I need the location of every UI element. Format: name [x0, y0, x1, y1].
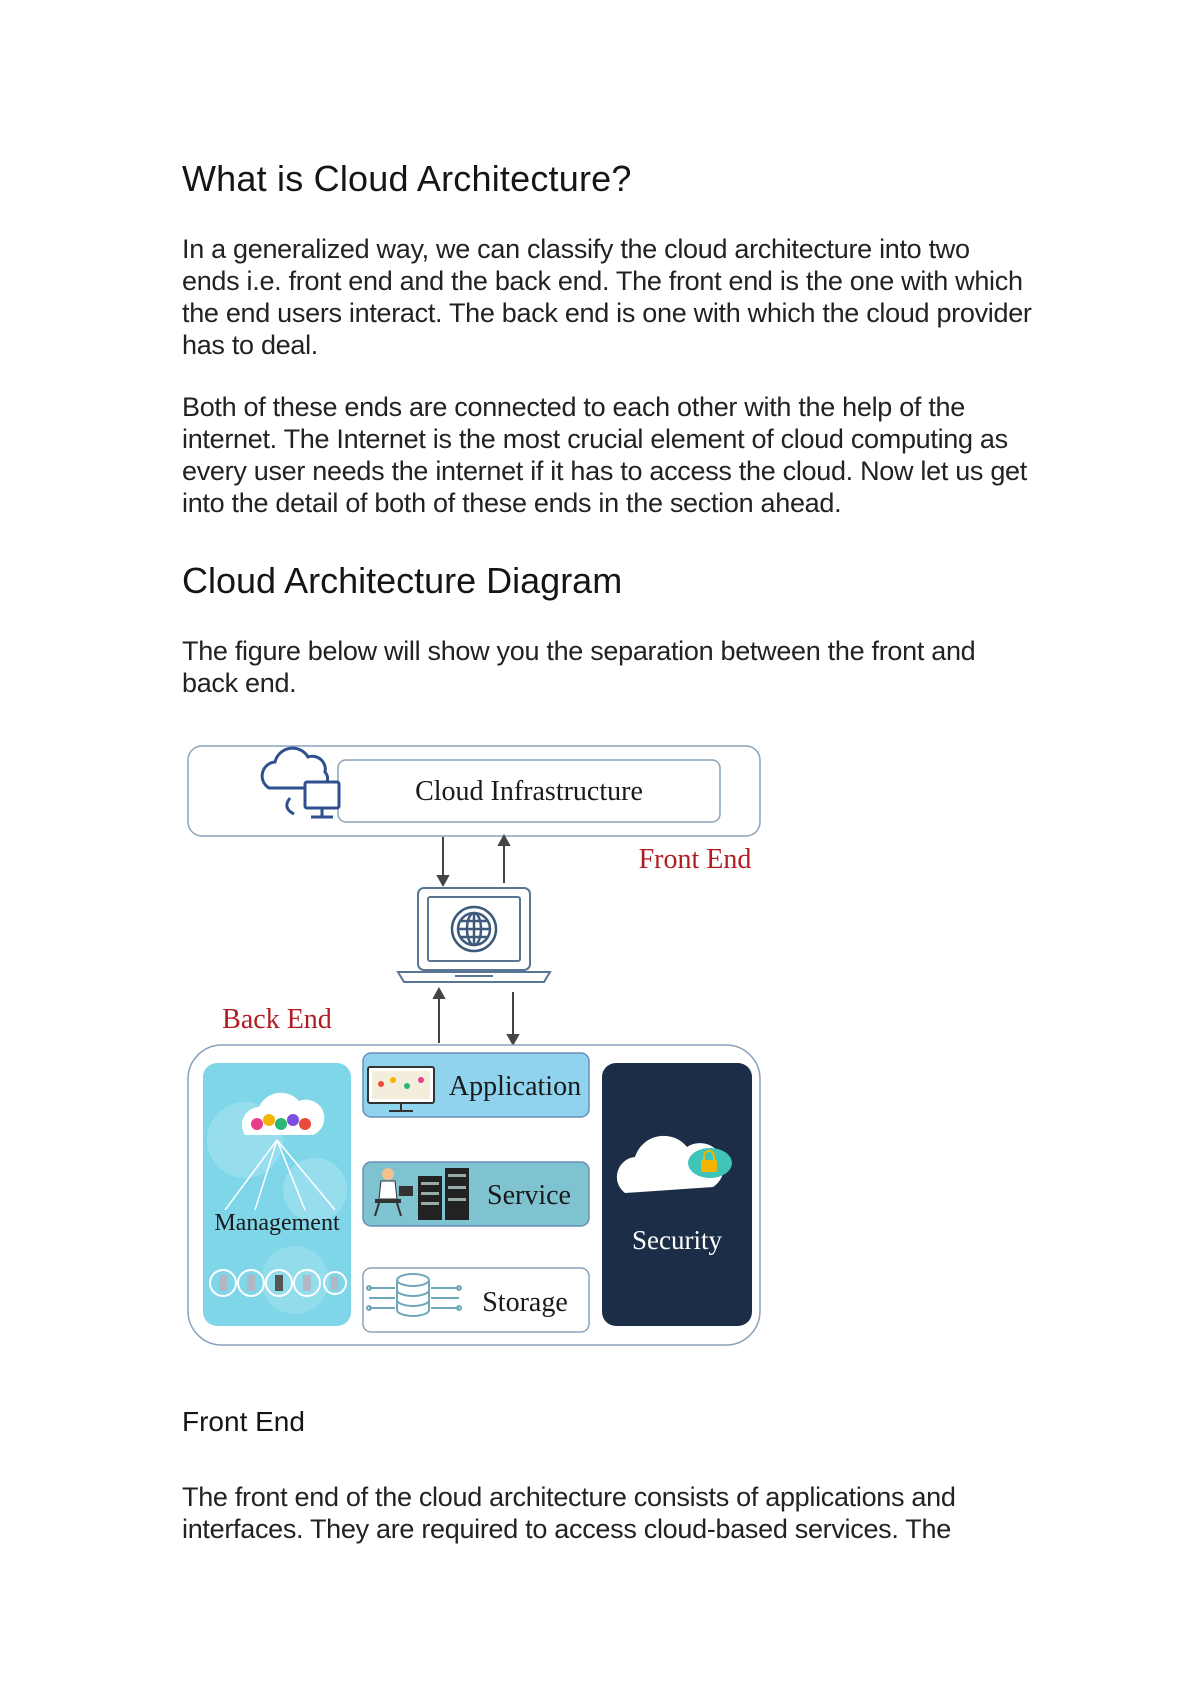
front-end-heading: Front End [182, 1406, 305, 1437]
application-box [363, 1053, 589, 1117]
page-title: What is Cloud Architecture? [182, 158, 632, 199]
cloud-infrastructure-label: Cloud Infrastructure [415, 776, 643, 807]
arrows-bottom [434, 989, 518, 1044]
laptop-globe-icon [398, 888, 550, 982]
security-label: Security [632, 1225, 722, 1255]
diagram-heading: Cloud Architecture Diagram [182, 560, 623, 601]
back-end-label: Back End [222, 1004, 332, 1035]
arrows-top [438, 836, 509, 885]
application-label: Application [448, 1071, 582, 1102]
security-box [602, 1063, 752, 1326]
service-label: Service [487, 1180, 571, 1211]
cloud-architecture-diagram [185, 740, 765, 1350]
front-end-label: Front End [638, 844, 752, 875]
storage-label: Storage [482, 1287, 568, 1318]
service-box [363, 1162, 589, 1226]
connection-paragraph: Both of these ends are connected to each other with the help of the internet. The Internet is the most crucial element of cloud computing as every user needs the internet if it has to access the cloud. Now let us get into the detail of both of these ends in the section ahead. [182, 392, 1027, 518]
storage-box [363, 1268, 589, 1332]
management-label: Management [214, 1210, 340, 1236]
intro-paragraph: In a generalized way, we can classify the cloud architecture into two ends i.e. front end and the back end. The front end is the one with which the end users interact. The back end is one with which the cloud provider has to deal. [182, 234, 1032, 360]
diagram-intro-paragraph: The figure below will show you the separation between the front and back end. [182, 636, 976, 698]
management-box [203, 1063, 351, 1326]
front-end-paragraph: The front end of the cloud architecture consists of applications and interfaces. They are required to access cloud-based services. The [182, 1482, 956, 1544]
